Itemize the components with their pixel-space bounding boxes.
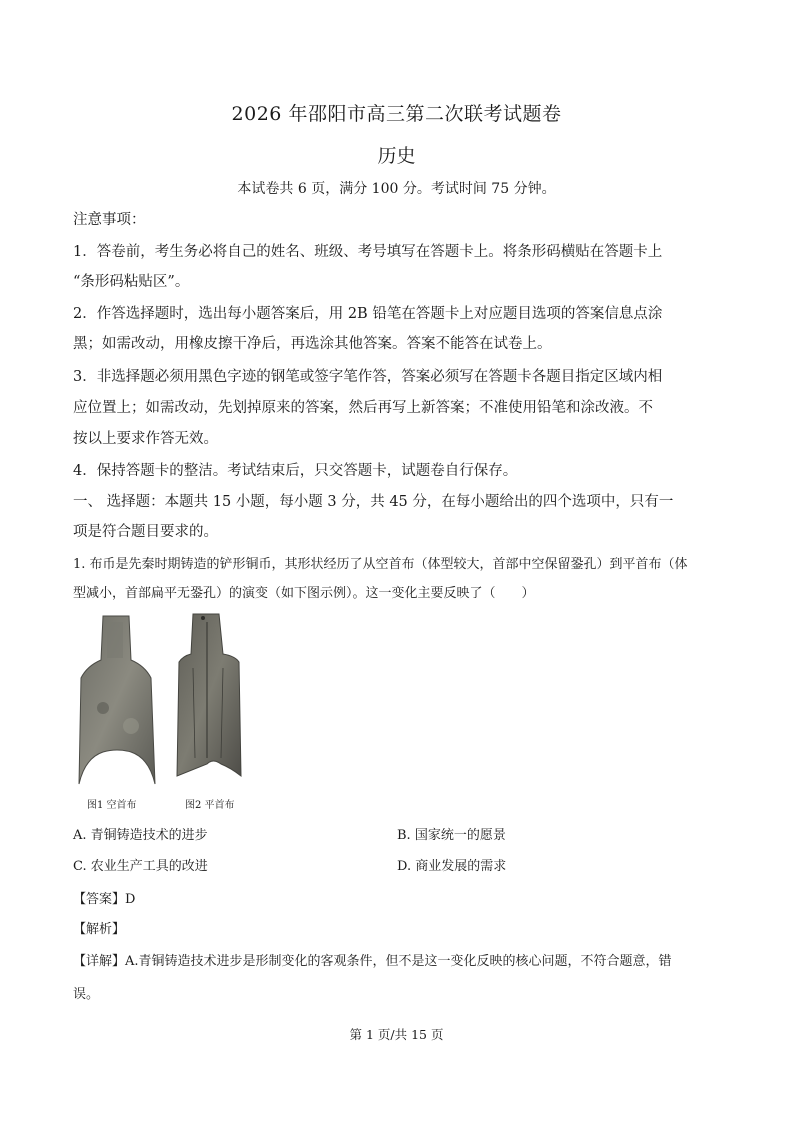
figure-2-caption: 图2 平首布: [185, 800, 235, 811]
option-c: C. 农业生产工具的改进: [73, 859, 208, 874]
analysis-label: 【解析】: [73, 922, 126, 937]
question-1-stem: 1. 布币是先秦时期铸造的铲形铜币，其形状经历了从空首布（体型较大，首部中空保留銎孔）到平首布（体: [73, 557, 688, 572]
detail-explanation: 【详解】A.青铜铸造技术进步是形制变化的客观条件，但不是这一变化反映的核心问题，不符合题意，错: [73, 954, 672, 969]
figure-1-caption: 图1 空首布: [87, 800, 137, 811]
notice-line: 1．答卷前，考生务必将自己的姓名、班级、考号填写在答题卡上。将条形码横贴在答题卡上: [73, 244, 663, 260]
detail-explanation-cont: 误。: [73, 987, 100, 1002]
section-heading-cont: 项是符合题目要求的。: [73, 524, 218, 540]
page-footer: 第 1 页/共 15 页: [349, 1027, 444, 1042]
notice-line: 3．非选择题必须用黑色字迹的钢笔或签字笔作答，答案必须写在答题卡各题目指定区域内相: [73, 369, 663, 385]
answer-label: 【答案】D: [73, 892, 136, 907]
notice-line: “条形码粘贴区”。: [73, 274, 190, 290]
question-1-stem-cont: 型减小，首部扁平无銎孔）的演变（如下图示例）。这一变化主要反映了（ ）: [73, 586, 535, 601]
section-heading: 一、 选择题：本题共 15 小题，每小题 3 分，共 45 分，在每小题给出的四个选项中，只有一: [73, 494, 674, 510]
coin-figure: [73, 608, 258, 813]
option-d: D. 商业发展的需求: [397, 859, 507, 874]
notice-line: 黑；如需改动，用橡皮擦干净后，再选涂其他答案。答案不能答在试卷上。: [73, 336, 552, 352]
subject-title: 历史: [377, 145, 416, 167]
spade-coin-images: [73, 608, 258, 788]
notice-line: 2．作答选择题时，选出每小题答案后，用 2B 铅笔在答题卡上对应题目选项的答案信息点涂: [73, 306, 663, 322]
notice-line: 4．保持答题卡的整洁。考试结束后，只交答题卡，试题卷自行保存。: [73, 463, 518, 479]
notice-line: 应位置上；如需改动，先划掉原来的答案，然后再写上新答案；不准使用铅笔和涂改液。不: [73, 400, 653, 416]
flat-head-coin: [177, 614, 241, 776]
option-b: B. 国家统一的愿景: [397, 828, 506, 843]
exam-info: 本试卷共 6 页，满分 100 分。考试时间 75 分钟。: [237, 181, 556, 197]
notice-heading: 注意事项：: [73, 212, 146, 228]
notice-line: 按以上要求作答无效。: [73, 431, 218, 447]
option-a: A. 青铜铸造技术的进步: [73, 828, 208, 843]
exam-title: 2026 年邵阳市高三第二次联考试题卷: [231, 103, 562, 125]
